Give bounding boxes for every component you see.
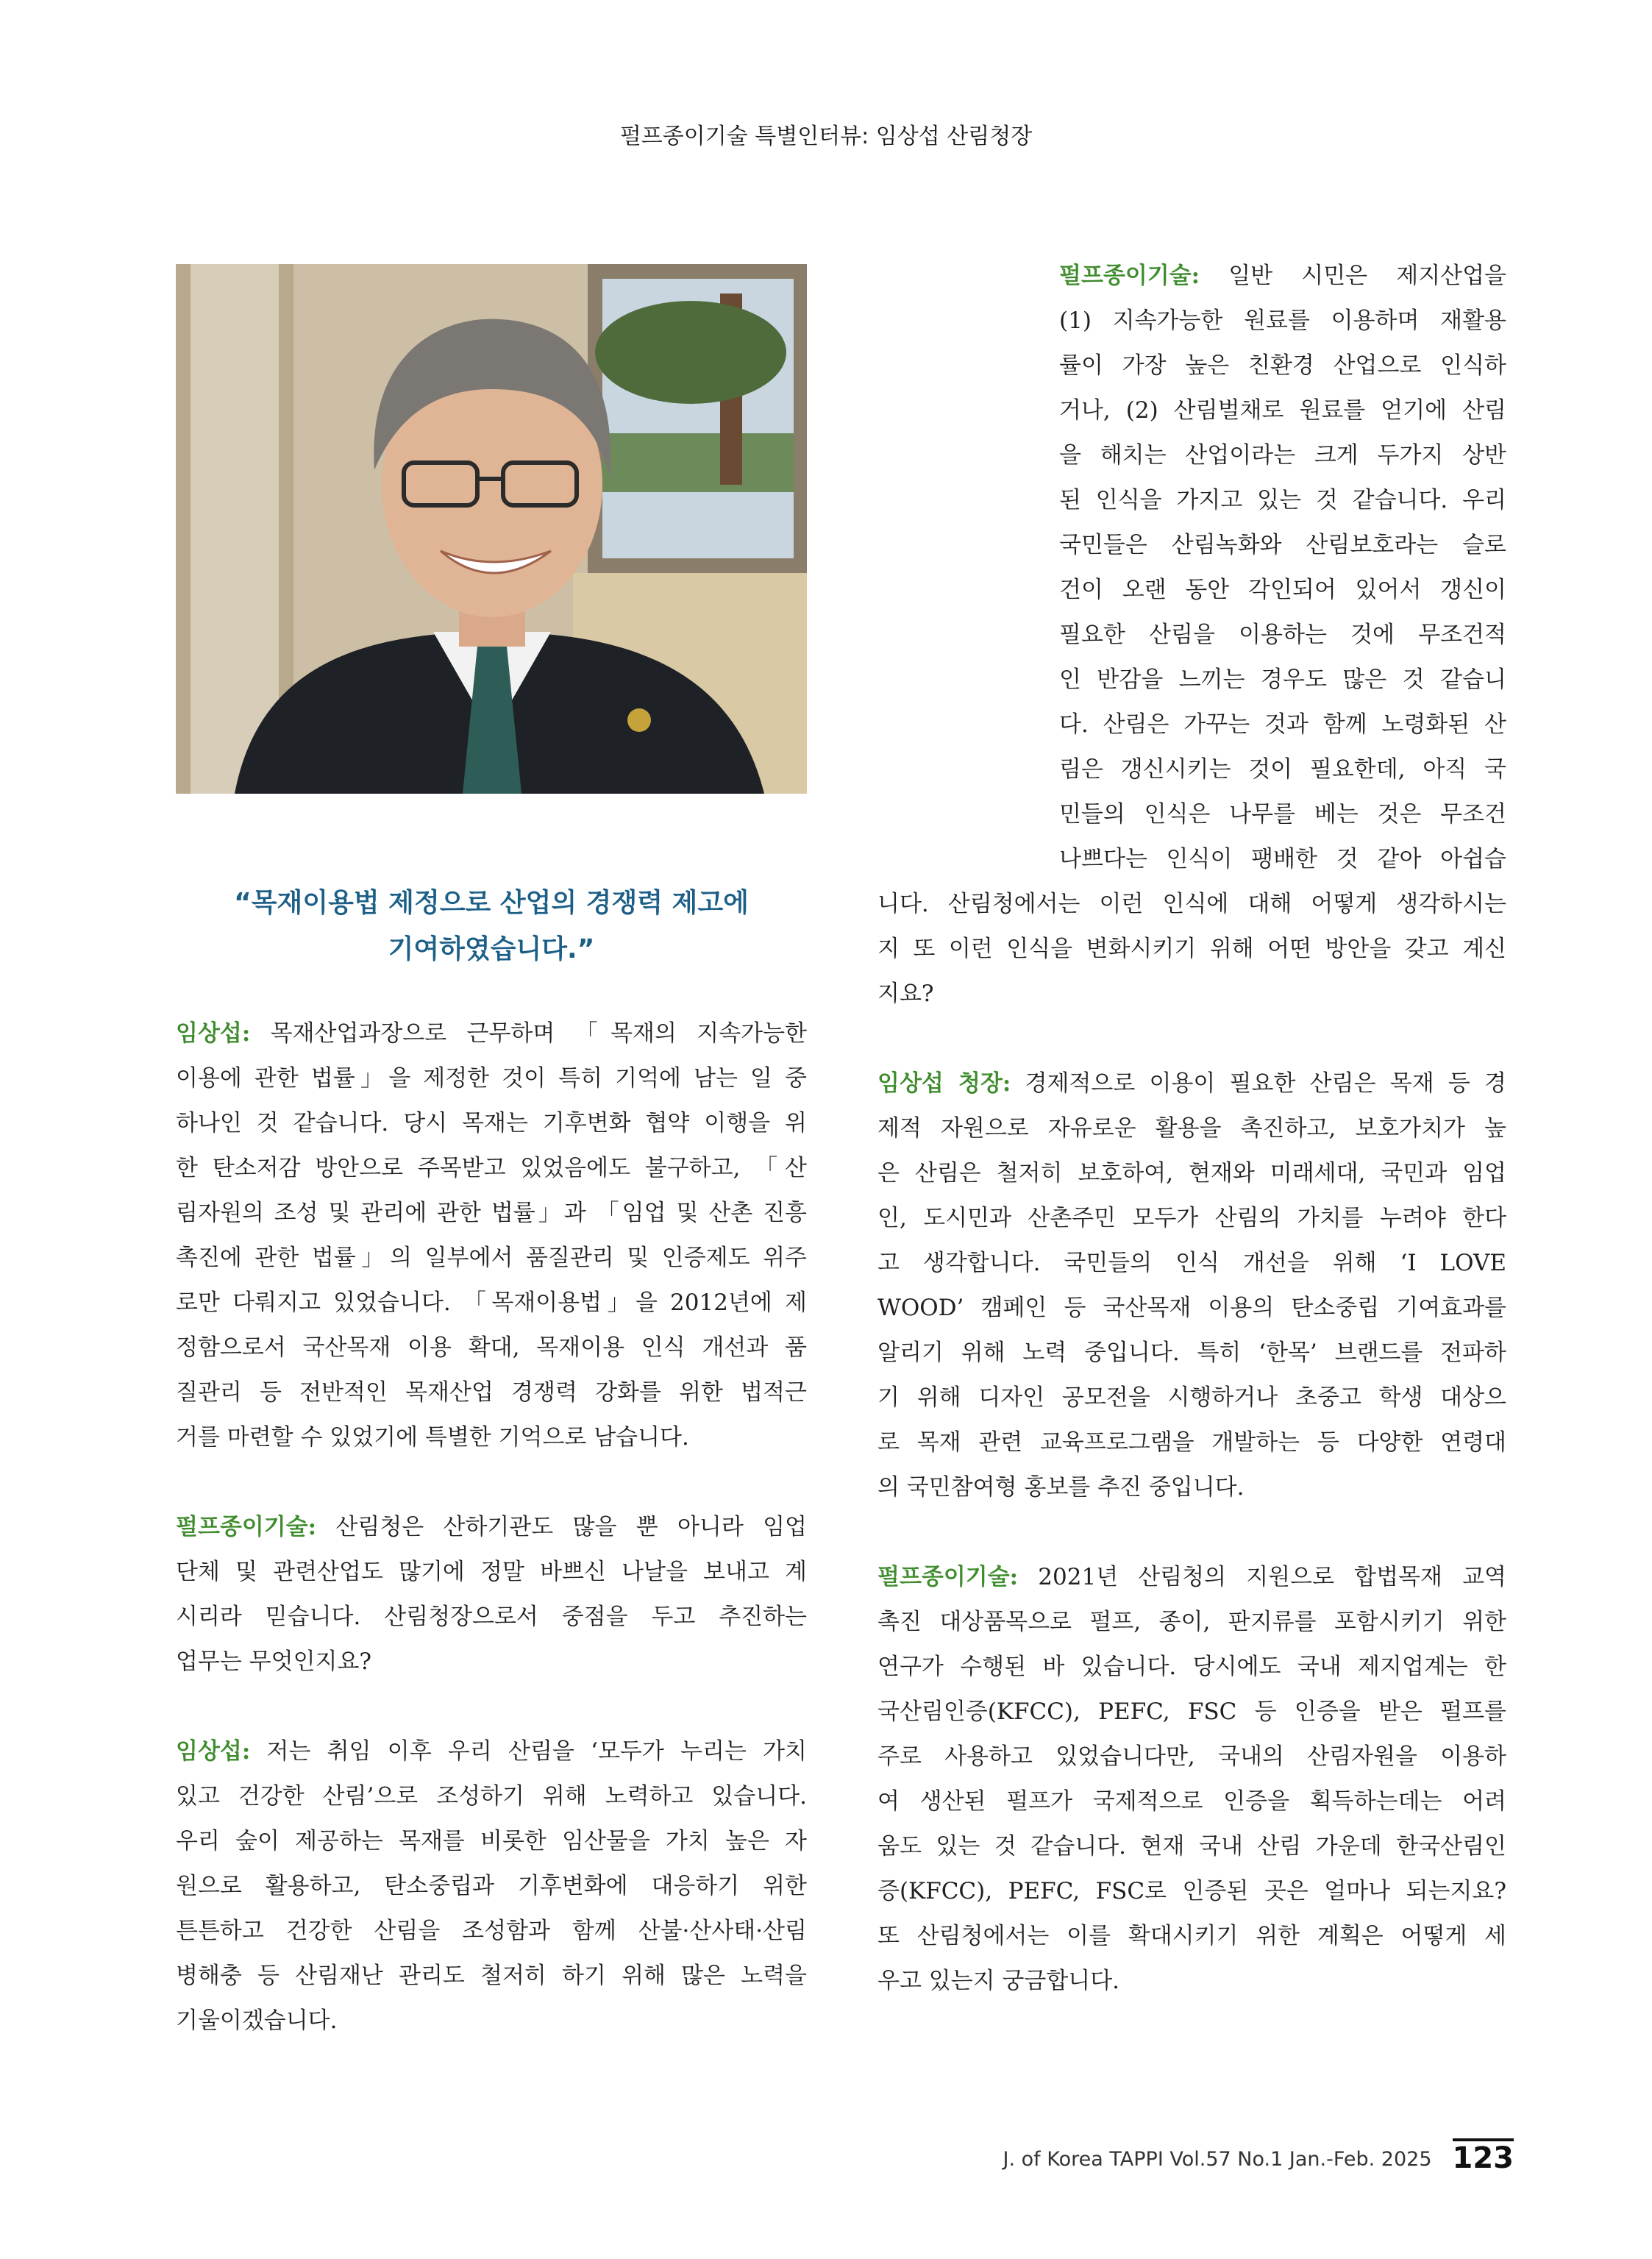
answer-3-line-1: 임상섭 청장: 경제적으로 이용이 필요한 산림은 목재 등 경: [877, 1070, 1506, 1097]
answer-1-line: 이용에 관한 법률」을 제정한 것이 특히 기억에 남는 일 중: [176, 1065, 807, 1092]
question-1-line: 지요?: [877, 981, 934, 1007]
answer-3-line: 은 산림은 철저히 보호하여, 현재와 미래세대, 국민과 임업: [877, 1160, 1506, 1187]
answer-1-line: 촉진에 관한 법률」의 일부에서 품질관리 및 인증제도 위주: [176, 1245, 807, 1271]
question-1-line: 건이 오랜 동안 각인되어 있어서 갱신이: [1059, 577, 1506, 603]
pull-quote-line-2: 기여하였습니다.”: [388, 934, 595, 964]
left-column: [176, 1011, 807, 2043]
pull-quote: [176, 880, 807, 972]
question-3-line: 촉진 대상품목으로 펄프, 종이, 판지류를 포함시키기 위한: [877, 1609, 1506, 1635]
answer-3-line: 알리기 위해 노력 중입니다. 특히 ‘한목’ 브랜드를 전파하: [877, 1340, 1506, 1366]
question-1-line: 나쁘다는 인식이 팽배한 것 같아 아쉽습: [1059, 846, 1506, 872]
speaker-label: 펄프종이기술:: [877, 1564, 1019, 1590]
answer-3-line: 제적 자원으로 자유로운 활용을 촉진하고, 보호가치가 높: [877, 1115, 1506, 1142]
answer-2-line-1: 임상섭: 저는 취임 이후 우리 산림을 ‘모두가 누리는 가치: [176, 1738, 808, 1765]
answer-2-line: 우리 숲이 제공하는 목재를 비롯한 임산물을 가치 높은 자: [176, 1828, 807, 1854]
answer-1-line: 한 탄소저감 방안으로 주목받고 있었음에도 불구하고, 「산: [176, 1155, 807, 1181]
interview-photo: [176, 264, 807, 794]
speaker-label: 임상섭 청장:: [877, 1070, 1011, 1097]
question-2-line: 단체 및 관련산업도 많기에 정말 바쁘신 나날을 보내고 계: [176, 1559, 807, 1585]
right-column: [877, 882, 1506, 2004]
question-3-line: 증(KFCC), PEFC, FSC로 인증된 곳은 얼마나 되는지요?: [877, 1878, 1506, 1904]
speaker-label: 펄프종이기술:: [1059, 263, 1200, 289]
question-1-line: 거나, (2) 산림벌채로 원료를 얻기에 산림: [1059, 397, 1506, 424]
speaker-label: 임상섭:: [176, 1738, 251, 1765]
question-1-line: 국민들은 산림녹화와 산림보호라는 슬로: [1059, 532, 1506, 558]
question-1-line: 림은 갱신시키는 것이 필요한데, 아직 국: [1059, 756, 1506, 783]
answer-3-line: 기 위해 디자인 공모전을 시행하거나 초중고 학생 대상으: [877, 1384, 1506, 1411]
question-1-line: 니다. 산림청에서는 이런 인식에 대해 어떻게 생각하시는: [877, 891, 1506, 917]
right-column-wrap: [1059, 254, 1506, 882]
pull-quote-line-1: “목재이용법 제정으로 산업의 경쟁력 제고에: [234, 888, 749, 918]
question-1-line: 인 반감을 느끼는 경우도 많은 것 같습니: [1059, 666, 1506, 693]
answer-3-line: 로 목재 관련 교육프로그램을 개발하는 등 다양한 연령대: [877, 1429, 1506, 1456]
question-2-line: 업무는 무엇인지요?: [176, 1648, 372, 1675]
answer-2-line: 튼튼하고 건강한 산림을 조성함과 함께 산불·산사태·산림: [176, 1918, 807, 1944]
speaker-label: 펄프종이기술:: [176, 1514, 317, 1540]
question-1-line: 지 또 이런 인식을 변화시키기 위해 어떤 방안을 갖고 계신: [877, 936, 1506, 962]
page-number: 123: [1453, 2138, 1514, 2174]
answer-3-line: 인, 도시민과 산촌주민 모두가 산림의 가치를 누려야 한다: [877, 1205, 1506, 1231]
answer-2-line: 병해충 등 산림재난 관리도 철저히 하기 위해 많은 노력을: [176, 1963, 807, 1989]
answer-2-line: 있고 건강한 산림’으로 조성하기 위해 노력하고 있습니다.: [176, 1783, 807, 1810]
question-1-line: 을 해치는 산업이라는 크게 두가지 상반: [1059, 442, 1506, 469]
question-1-line: 된 인식을 가지고 있는 것 같습니다. 우리: [1059, 487, 1506, 513]
question-2-line: 시리라 믿습니다. 산림청장으로서 중점을 두고 추진하는: [176, 1604, 807, 1630]
answer-1-line: 림자원의 조성 및 관리에 관한 법률」과 「임업 및 산촌 진흥: [176, 1200, 807, 1226]
question-3-line: 우고 있는지 궁금합니다.: [877, 1968, 1120, 1994]
question-1-line: 률이 가장 높은 친환경 산업으로 인식하: [1059, 352, 1506, 379]
question-3-line: 또 산림청에서는 이를 확대시키기 위한 계획은 어떻게 세: [877, 1923, 1506, 1949]
answer-3-line: WOOD’ 캠페인 등 국산목재 이용의 탄소중립 기여효과를: [877, 1295, 1506, 1321]
answer-1-line: 로만 다뤄지고 있었습니다. 「목재이용법」을 2012년에 제: [176, 1289, 807, 1316]
question-1-line: 필요한 산림을 이용하는 것에 무조건적: [1059, 622, 1506, 648]
page-footer: [1003, 2137, 1514, 2174]
question-1-line-1: 펄프종이기술: 일반 시민은 제지산업을: [1059, 263, 1506, 289]
answer-1-line-1: 임상섭: 목재산업과장으로 근무하며 「목재의 지속가능한: [176, 1020, 808, 1047]
running-title: 펄프종이기술 특별인터뷰: 임상섭 산림청장: [619, 124, 1033, 149]
answer-1-line: 정함으로서 국산목재 이용 확대, 목재이용 인식 개선과 품: [176, 1334, 807, 1361]
question-3-line-1: 펄프종이기술: 2021년 산림청의 지원으로 합법목재 교역: [877, 1564, 1507, 1590]
question-3-line: 움도 있는 것 같습니다. 현재 국내 산림 가운데 한국산림인: [877, 1833, 1506, 1860]
speaker-label: 임상섭:: [176, 1020, 251, 1047]
question-3-line: 주로 사용하고 있었습니다만, 국내의 산림자원을 이용하: [877, 1743, 1506, 1770]
question-3-line: 여 생산된 펄프가 국제적으로 인증을 획득하는데는 어려: [877, 1788, 1506, 1815]
answer-1-line: 하나인 것 같습니다. 당시 목재는 기후변화 협약 이행을 위: [176, 1110, 807, 1136]
question-1-line: 다. 산림은 가꾸는 것과 함께 노령화된 산: [1059, 711, 1506, 738]
answer-3-line: 의 국민참여형 홍보를 추진 중입니다.: [877, 1474, 1245, 1501]
answer-3-line: 고 생각합니다. 국민들의 인식 개선을 위해 ‘I LOVE: [877, 1250, 1506, 1276]
answer-1-line: 거를 마련할 수 있었기에 특별한 기억으로 남습니다.: [176, 1424, 689, 1451]
answer-2-line: 기울이겠습니다.: [176, 2007, 338, 2034]
question-3-line: 국산림인증(KFCC), PEFC, FSC 등 인증을 받은 펄프를: [877, 1698, 1506, 1725]
question-1-line: (1) 지속가능한 원료를 이용하며 재활용: [1059, 307, 1506, 334]
question-2-line-1: 펄프종이기술: 산림청은 산하기관도 많을 뿐 아니라 임업: [176, 1514, 807, 1540]
answer-1-line: 질관리 등 전반적인 목재산업 경쟁력 강화를 위한 법적근: [176, 1379, 807, 1406]
question-1-line: 민들의 인식은 나무를 베는 것은 무조건: [1059, 801, 1506, 828]
question-3-line: 연구가 수행된 바 있습니다. 당시에도 국내 제지업계는 한: [877, 1654, 1506, 1680]
answer-2-line: 원으로 활용하고, 탄소중립과 기후변화에 대응하기 위한: [176, 1873, 807, 1899]
journal-citation: J. of Korea TAPPI Vol.57 No.1 Jan.-Feb. 2025: [1003, 2148, 1432, 2171]
